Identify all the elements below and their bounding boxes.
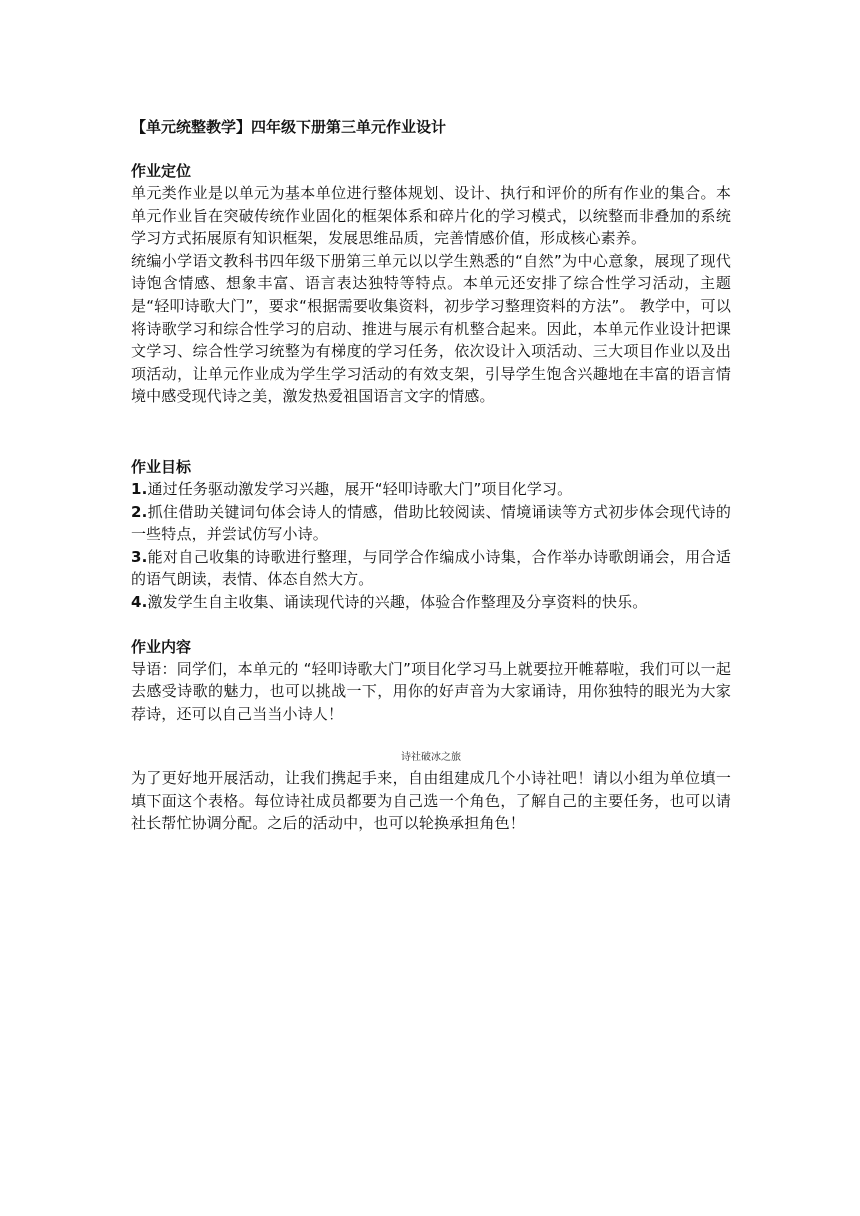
goal-text: 通过任务驱动激发学习兴趣，展开“轻叩诗歌大门”项目化学习。 xyxy=(147,479,573,498)
goal-text: 能对自己收集的诗歌进行整理，与同学合作编成小诗集，合作举办诗歌朗诵会，用合适的语气朗读，表情、体态自然大方。 xyxy=(131,547,731,589)
section-positioning xyxy=(131,160,731,408)
section-content xyxy=(131,636,731,836)
intro-paragraph: 导语：同学们，本单元的 “轻叩诗歌大门”项目化学习马上就要拉开帷幕啦，我们可以一起去感受诗歌的魅力，也可以挑战一下，用你的好声音为大家诵诗，用你独特的眼光为大家荐诗，还可以自己当当小诗人！ xyxy=(131,659,731,723)
goal-text: 抓住借助关键词句体会诗人的情感，借助比较阅读、情境诵读等方式初步体会现代诗的一些特点，并尝试仿写小诗。 xyxy=(131,502,731,544)
goal-number: 3. xyxy=(131,547,148,566)
goal-item xyxy=(131,546,731,591)
goal-number: 1. xyxy=(131,479,148,498)
goal-number: 4. xyxy=(131,592,148,611)
section-heading-goals: 作业目标 xyxy=(131,457,192,476)
spacer xyxy=(131,138,731,160)
spacer xyxy=(131,725,731,751)
spacer xyxy=(131,614,731,636)
goal-item xyxy=(131,591,731,614)
activity-subheading: 诗社破冰之旅 xyxy=(401,752,461,764)
spacer xyxy=(131,408,731,456)
goal-item xyxy=(131,478,731,501)
document-title: 【单元统整教学】四年级下册第三单元作业设计 xyxy=(131,118,447,136)
goal-item xyxy=(131,501,731,546)
document-page xyxy=(131,116,731,835)
paragraph: 统编小学语文教科书四年级下册第三单元以以学生熟悉的“自然”为中心意象，展现了现代诗饱含情感、想象丰富、语言表达独特等特点。本单元还安排了综合性学习活动，主题是“轻叩诗歌大门”，要求“根据需要收集资料，初步学习整理资料的方法”。 教学中，可以将诗歌学习和综合性学习的启动、推进与展示有机整合起来。因此，本单元作业设计把课文学习、综合性学习统整为有梯度的学习任务，依次设计入项活动、三大项目作业以及出项活动，让单元作业成为学生学习活动的有效支架，引导学生饱含兴趣地在丰富的语言情境中感受现代诗之美，激发热爱祖国语言文字的情感。 xyxy=(131,251,731,406)
section-heading-content: 作业内容 xyxy=(131,637,192,656)
section-goals xyxy=(131,456,731,614)
paragraph: 单元类作业是以单元为基本单位进行整体规划、设计、执行和评价的所有作业的集合。本单元作业旨在突破传统作业固化的框架体系和碎片化的学习模式，以统整而非叠加的系统学习方式拓展原有知识框架，发展思维品质，完善情感价值，形成核心素养。 xyxy=(131,184,731,248)
section-heading-positioning: 作业定位 xyxy=(131,162,192,180)
activity-paragraph: 为了更好地开展活动，让我们携起手来，自由组建成几个小诗社吧！请以小组为单位填一填下面这个表格。每位诗社成员都要为自己选一个角色，了解自己的主要任务，也可以请社长帮忙协调分配。之后的活动中，也可以轮换承担角色！ xyxy=(131,769,731,833)
goal-text: 激发学生自主收集、诵读现代诗的兴趣，体验合作整理及分享资料的快乐。 xyxy=(147,592,648,611)
goal-number: 2. xyxy=(131,502,148,521)
